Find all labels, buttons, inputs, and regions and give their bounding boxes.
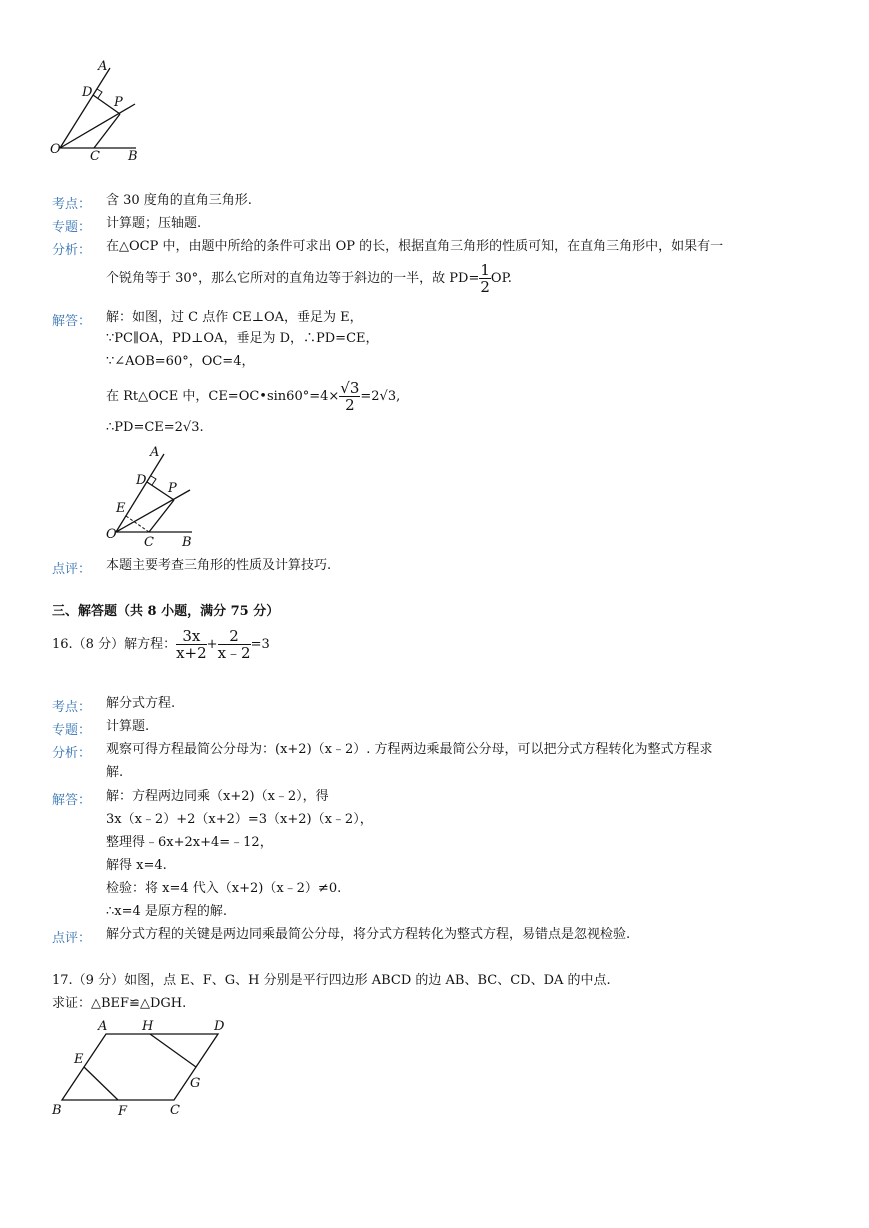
jieda-line3: ∵∠AOB=60°，OC=4， — [106, 354, 255, 369]
label-P: P — [114, 95, 123, 110]
fraction-2-over-x-minus-2 — [218, 628, 251, 661]
zhuanti-label: 专题： — [52, 220, 92, 235]
frac-den: x﹣2 — [217, 644, 251, 662]
fenxi-line2: 解. — [106, 765, 124, 780]
fraction-half — [479, 262, 491, 295]
jieda-label: 解答： — [52, 314, 92, 329]
fenxi-line2 — [106, 262, 512, 295]
kaodian-text: 含 30 度角的直角三角形. — [106, 193, 252, 208]
label-A: A — [150, 445, 160, 460]
figure-parallelogram-abcd — [46, 1016, 236, 1122]
section-title: 三、解答题（共 8 小题，满分 75 分） — [52, 604, 280, 619]
fenxi-line1: 在△OCP 中，由题中所给的条件可求出 OP 的长，根据直角三角形的性质可知，在直角三角形中，如果有一 — [106, 239, 724, 254]
zhuanti-label: 专题： — [52, 723, 92, 738]
fenxi-line1: 观察可得方程最简公分母为：(x+2)（x﹣2）. 方程两边乘最简公分母，可以把分式方程转化为整式方程求 — [106, 742, 713, 757]
figure-angle-opc — [48, 56, 158, 164]
label-C: C — [170, 1103, 180, 1118]
jieda-line1: 解：方程两边同乘（x+2)（x﹣2），得 — [106, 789, 329, 804]
jieda-line5: 检验：将 x=4 代入（x+2)（x﹣2）≠0. — [106, 881, 342, 896]
label-G: G — [190, 1076, 201, 1091]
jieda-line4 — [106, 380, 400, 413]
frac-num: 2 — [218, 628, 251, 645]
fenxi-line2-a: 个锐角等于 30°，那么它所对的直角边等于斜边的一半，故 PD= — [106, 271, 480, 286]
label-P: P — [168, 481, 177, 496]
zhuanti-text: 计算题；压轴题. — [106, 216, 202, 231]
kaodian-label: 考点： — [52, 197, 92, 212]
label-C: C — [144, 535, 154, 550]
label-A: A — [98, 1019, 108, 1034]
label-B: B — [182, 535, 192, 550]
label-F: F — [118, 1104, 128, 1119]
label-D: D — [136, 473, 147, 488]
kaodian-text: 解分式方程. — [106, 696, 176, 711]
figure-angle-opc-with-e — [104, 444, 214, 552]
frac-num: 1 — [480, 261, 490, 279]
label-B: B — [128, 149, 138, 164]
jieda-line2: 3x（x﹣2）+2（x+2）=3（x+2)（x﹣2）， — [106, 812, 373, 827]
fenxi-line2-b: OP. — [490, 271, 512, 286]
jieda-line3: 整理得﹣6x+2x+4=﹣12， — [106, 835, 273, 850]
q17-stem-line1: 17.（9 分）如图，点 E、F、G、H 分别是平行四边形 ABCD 的边 AB、BC、CD、DA 的中点. — [52, 973, 611, 988]
label-D: D — [82, 85, 93, 100]
jieda-line6: ∴x=4 是原方程的解. — [106, 904, 228, 919]
jieda-line2: ∵PC∥OA，PD⊥OA，垂足为 D，∴PD=CE， — [106, 331, 379, 346]
fenxi-label: 分析： — [52, 243, 92, 258]
kaodian-label: 考点： — [52, 700, 92, 715]
frac-num: 3x — [176, 628, 207, 645]
jieda-line1: 解：如图，过 C 点作 CE⊥OA，垂足为 E， — [106, 310, 363, 325]
jieda-label: 解答： — [52, 793, 92, 808]
fenxi-label: 分析： — [52, 746, 92, 761]
dianping-text: 本题主要考查三角形的性质及计算技巧. — [106, 558, 332, 573]
plus-sign: + — [206, 637, 218, 652]
label-C: C — [90, 149, 100, 164]
label-D: D — [214, 1019, 225, 1034]
dianping-label: 点评： — [52, 562, 92, 577]
jieda-line4-b: =2√3, — [360, 389, 401, 404]
label-A: A — [98, 59, 108, 74]
jieda-line4: 解得 x=4. — [106, 858, 167, 873]
jieda-line5: ∴PD=CE=2√3. — [106, 420, 204, 435]
label-O: O — [106, 527, 117, 542]
dianping-text: 解分式方程的关键是两边同乘最简公分母，将分式方程转化为整式方程，易错点是忽视检验. — [106, 927, 631, 942]
frac-den: 2 — [345, 396, 355, 414]
frac-den: 2 — [480, 278, 490, 296]
fraction-sqrt3-over-2 — [339, 380, 360, 413]
q17-stem-line2: 求证：△BEF≌△DGH. — [52, 996, 187, 1011]
label-E: E — [116, 501, 126, 516]
label-O: O — [50, 142, 61, 157]
q16-stem — [52, 628, 270, 661]
label-H: H — [142, 1019, 154, 1034]
dianping-label: 点评： — [52, 931, 92, 946]
fraction-3x-over-x-plus-2 — [176, 628, 207, 661]
jieda-line4-a: 在 Rt△OCE 中，CE=OC•sin60°=4× — [106, 389, 340, 404]
frac-num: √3 — [340, 379, 360, 397]
frac-den: x+2 — [176, 644, 207, 662]
label-B: B — [52, 1103, 62, 1118]
equals-3: =3 — [250, 637, 270, 652]
zhuanti-text: 计算题. — [106, 719, 150, 734]
label-E: E — [74, 1052, 84, 1067]
q16-stem-text: 16.（8 分）解方程： — [52, 637, 177, 652]
